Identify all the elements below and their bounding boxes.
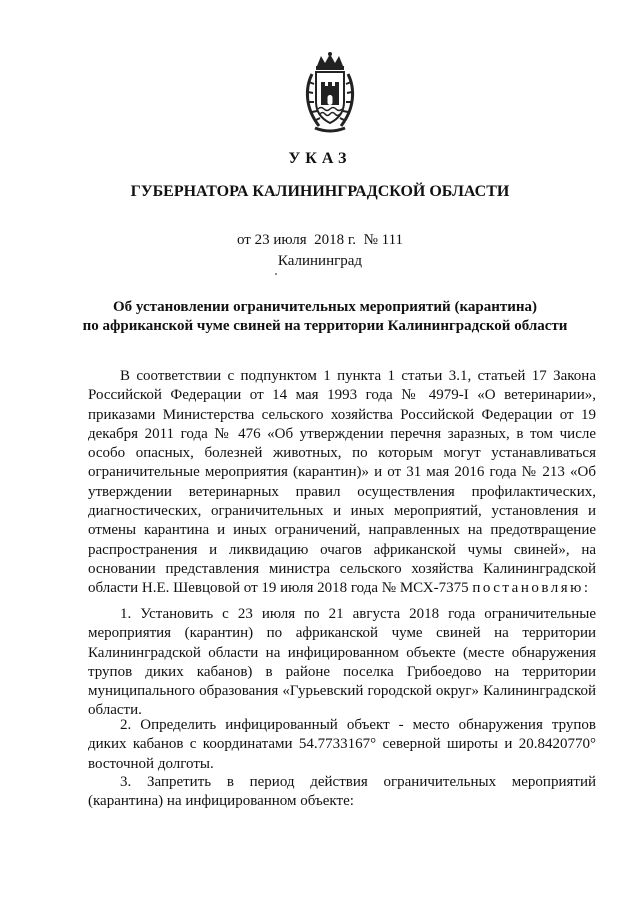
document-subject [40,298,610,336]
decree-word: постановляю: [472,580,591,597]
preamble-text: В соответствии с подпунктом 1 пункта 1 статьи 3.1, статьей 17 Закона Российской Федерации от 14 мая 1993 года № 4979-I «О ветеринарии», приказами Министерства сельского хозяйства Российской Федерации от 19 декабря 2011 года № 476 «Об утверждении перечня заразных, в том числе особо опасных, болезней животных, по которым могут устанавливаться ограничительные мероприятия (карантин)» и от 31 мая 2016 года № 213 «Об утверждении ветеринарных правил осуществления профилактических, диагностических, ограничительных и иных мероприятий, установления и отмены карантина и иных ограничений, направленных на предотвращение распространения и ликвидацию очагов африканской чумы свиней», на основании представления министра сельского хозяйства Калининградской области Н.Е. Шевцовой от 19 июля 2018 года № МСХ-7375 [88,368,596,597]
date-day-month: 23 июля [254,232,307,248]
date-prefix: от [236,232,251,248]
city: Калининград [277,253,363,269]
coat-of-arms-emblem [303,52,357,134]
document-type: УКАЗ [288,150,352,167]
subject-line-2: по африканской чуме свиней на территории Калининградской области [82,318,568,334]
item-2-block [88,716,596,774]
date-year: 2018 г. [314,232,357,248]
number-sign: № [363,232,378,248]
item-3-block [88,773,596,812]
document-number: 111 [381,232,404,248]
date-number-line [0,232,640,249]
subject-line-1: Об установлении ограничительных мероприятий (карантина) [112,299,537,315]
preamble-block [88,367,596,599]
item-3-paragraph: 3. Запретить в период действия ограничительных мероприятий (карантина) на инфицированном объекте: [88,774,596,810]
document-issuer: ГУБЕРНАТОРА КАЛИНИНГРАДСКОЙ ОБЛАСТИ [130,183,510,200]
scan-dot [275,273,277,275]
item-1-paragraph: 1. Установить с 23 июля по 21 августа 2018 года ограничительные мероприятия (карантин) по африканской чуме свиней на территории Калининградской области на инфицированном объекте (месте обнаружения трупов диких кабанов) в районе поселка Грибоедово на территории муниципального образования «Гурьевский городской округ» Калининградской области. [88,606,596,719]
preamble-paragraph [88,367,596,599]
item-1-block [88,605,596,721]
item-2-paragraph: 2. Определить инфицированный объект - место обнаружения трупов диких кабанов с координатами 54.7733167° северной широты и 20.8420770° восточной долготы. [88,717,596,772]
